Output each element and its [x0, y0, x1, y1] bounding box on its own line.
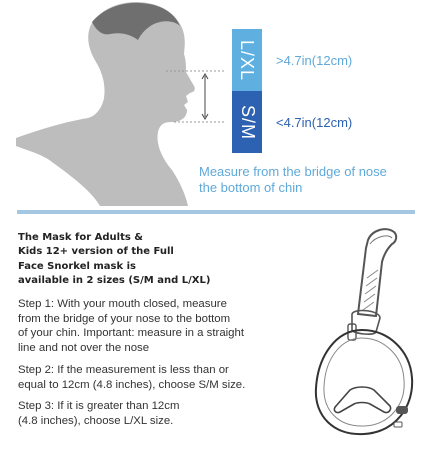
size-tab-small	[232, 91, 262, 153]
step-3	[18, 399, 258, 428]
section-divider	[17, 210, 415, 214]
step-line: line and not over the nose	[18, 341, 150, 354]
measure-instruction-line: the bottom of chin	[199, 180, 303, 195]
size-range-large: >4.7in(12cm)	[276, 53, 353, 68]
step-line: from the bridge of your nose to the bottom	[18, 312, 231, 325]
intro-line: available in 2 sizes (S/M and L/XL)	[18, 274, 211, 286]
size-label-small: S/M	[237, 104, 258, 140]
step-line: of your chin. Important: measure in a straight	[18, 327, 245, 340]
step-line: Step 1: With your mouth closed, measure	[18, 298, 227, 310]
intro-line: Face Snorkel mask is	[18, 260, 137, 272]
intro-line: The Mask for Adults &	[18, 232, 143, 243]
snorkel-mask-outline-icon	[310, 226, 425, 448]
size-tab-large	[232, 29, 262, 91]
step-line: (4.8 inches), choose L/XL size.	[18, 414, 174, 427]
step-2	[18, 363, 258, 392]
size-range-small: <4.7in(12cm)	[276, 115, 353, 130]
measure-instruction	[199, 164, 427, 196]
size-label-large: L/XL	[237, 39, 258, 81]
intro-line: Kids 12+ version of the Full	[18, 246, 174, 258]
product-intro	[18, 231, 233, 288]
step-1	[18, 297, 258, 355]
step-line: Step 2: If the measurement is less than or	[18, 364, 229, 376]
measure-instruction-line: Measure from the bridge of nose	[199, 164, 387, 179]
step-line: equal to 12cm (4.8 inches), choose S/M size.	[18, 378, 246, 391]
size-chart-panel	[0, 0, 431, 215]
step-line: Step 3: If it is greater than 12cm	[18, 400, 180, 412]
